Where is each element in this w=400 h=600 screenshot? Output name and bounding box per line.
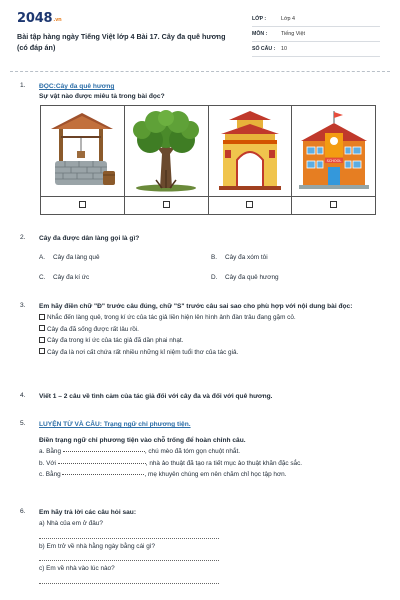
picture-choice-table [40, 105, 376, 215]
school-sign: SCHOOL [326, 159, 342, 163]
question-number: 2. [20, 234, 26, 241]
fill-prefix: b. Với [39, 459, 56, 467]
sub-question: c) Em về nhà vào lúc nào? [39, 565, 115, 572]
checkbox[interactable] [39, 348, 45, 354]
question-4 [20, 392, 378, 402]
option-text: Cây đa xóm tôi [225, 254, 268, 261]
statement-item[interactable] [39, 312, 378, 324]
question-text: Cây đa được dân làng gọi là gì? [39, 235, 140, 242]
choice-cell[interactable] [292, 197, 376, 215]
logo-text: 2048 [17, 11, 53, 26]
statement-text: Nhắc đến làng quê, trong kí ức của tác giả liền hiện lên hình ảnh đàn trâu đang gặm cỏ. [47, 314, 296, 321]
answer-line[interactable] [39, 575, 219, 584]
fill-prefix: a. Bằng [39, 448, 62, 455]
reading-heading: ĐỌC:Cây đa quê hương [39, 83, 115, 90]
question-number: 6. [20, 508, 26, 515]
option-text: Cây đa quê hương [225, 274, 279, 281]
sub-question: a) Nhà của em ở đâu? [39, 520, 103, 527]
statement-item[interactable] [39, 347, 378, 359]
fill-suffix: , nhà ảo thuật đã tạo ra tiết mục ảo thuật khăn đặc sắc. [145, 459, 303, 467]
fill-item [39, 458, 378, 470]
choice-cell[interactable] [124, 197, 208, 215]
answer-line[interactable] [39, 530, 219, 539]
meta-panel [252, 12, 380, 57]
question-6 [20, 508, 378, 586]
question-2 [20, 234, 378, 281]
checkbox[interactable] [246, 201, 253, 208]
checkbox[interactable] [39, 325, 45, 331]
worksheet-title: Bài tập hàng ngày Tiếng Việt lớp 4 Bài 17. Cây đa quê hương (có đáp án) [17, 32, 226, 52]
question-3 [20, 302, 378, 358]
option-text: Cây đa kí ức [53, 274, 90, 281]
answer-line[interactable] [39, 552, 219, 561]
checkbox[interactable] [330, 201, 337, 208]
meta-value: 10 [281, 46, 287, 52]
temple-gate-icon [215, 110, 285, 192]
checkbox[interactable] [79, 201, 86, 208]
option-text: Cây đa làng quê [53, 254, 100, 261]
question-1 [20, 82, 378, 102]
statement-text: Cây đa đã sống được rất lâu rồi. [47, 325, 139, 333]
option-letter: B. [211, 254, 218, 261]
checkbox[interactable] [39, 337, 45, 343]
meta-key: LỚP : [252, 16, 267, 22]
site-logo[interactable] [17, 11, 62, 26]
question-number: 5. [20, 420, 26, 427]
fill-item [39, 469, 378, 481]
option-letter: C. [39, 274, 46, 281]
statement-text: Cây đa trong kí ức của tác giả đã dần phai nhạt. [47, 337, 184, 344]
question-number: 3. [20, 302, 26, 309]
meta-key: SỐ CÂU : [252, 46, 276, 52]
fill-suffix: , mẹ khuyên chúng em nên chăm chỉ học tập hơn. [144, 471, 287, 478]
fill-prefix: c. Bằng [39, 471, 61, 478]
picture-cell [208, 106, 292, 197]
option-a[interactable] [39, 254, 211, 261]
meta-row-grade [252, 12, 380, 27]
checkbox[interactable] [39, 314, 45, 320]
meta-value: Tiếng Việt [281, 31, 305, 37]
fill-item [39, 446, 378, 458]
meta-row-subject [252, 27, 380, 42]
meta-value: Lớp 4 [281, 16, 296, 22]
choice-cell[interactable] [208, 197, 292, 215]
question-text: Điền trạng ngữ chỉ phương tiện vào chỗ trống để hoàn chỉnh câu. [39, 437, 246, 444]
meta-row-count [252, 42, 380, 57]
statement-item[interactable] [39, 324, 378, 336]
question-5 [20, 420, 378, 481]
statement-item[interactable] [39, 335, 378, 347]
blank-field[interactable] [58, 463, 146, 464]
option-b[interactable] [211, 254, 381, 261]
banyan-tree-icon [126, 110, 206, 192]
question-text: Em hãy điền chữ "Đ" trước câu đúng, chữ "S" trước câu sai sao cho phù hợp với nội dung bài đọc: [39, 303, 353, 310]
choice-cell[interactable] [41, 197, 125, 215]
sub-question: b) Em trở về nhà hằng ngày bằng cái gì? [39, 542, 156, 550]
picture-cell [124, 106, 208, 197]
fill-suffix: , chú mèo đã tóm gọn chuột nhắt. [144, 448, 241, 455]
logo-suffix: .vn [53, 17, 62, 23]
grammar-heading: LUYỆN TỪ VÀ CÂU: Trạng ngữ chỉ phương tiện. [39, 421, 191, 428]
school-icon [297, 111, 371, 191]
header-divider [10, 71, 390, 72]
statement-text: Cây đa là nơi cất chứa rất nhiều những kỉ niệm tuổi thơ của tác giả. [47, 348, 239, 356]
question-text: Sự vật nào được miêu tả trong bài đọc? [39, 93, 165, 100]
well-icon [47, 111, 117, 191]
meta-key: MÔN : [252, 31, 268, 37]
option-d[interactable] [211, 274, 381, 281]
question-number: 1. [20, 82, 26, 89]
blank-field[interactable] [62, 474, 144, 475]
option-letter: A. [39, 254, 46, 261]
option-letter: D. [211, 274, 218, 281]
checkbox[interactable] [163, 201, 170, 208]
picture-cell [292, 106, 376, 197]
question-text: Viết 1 – 2 câu về tình cảm của tác giả đối với cây đa và đối với quê hương. [39, 393, 273, 400]
blank-field[interactable] [63, 451, 145, 452]
option-c[interactable] [39, 274, 211, 281]
question-number: 4. [20, 392, 26, 399]
question-text: Em hãy trả lời các câu hỏi sau: [39, 509, 137, 516]
picture-cell [41, 106, 125, 197]
